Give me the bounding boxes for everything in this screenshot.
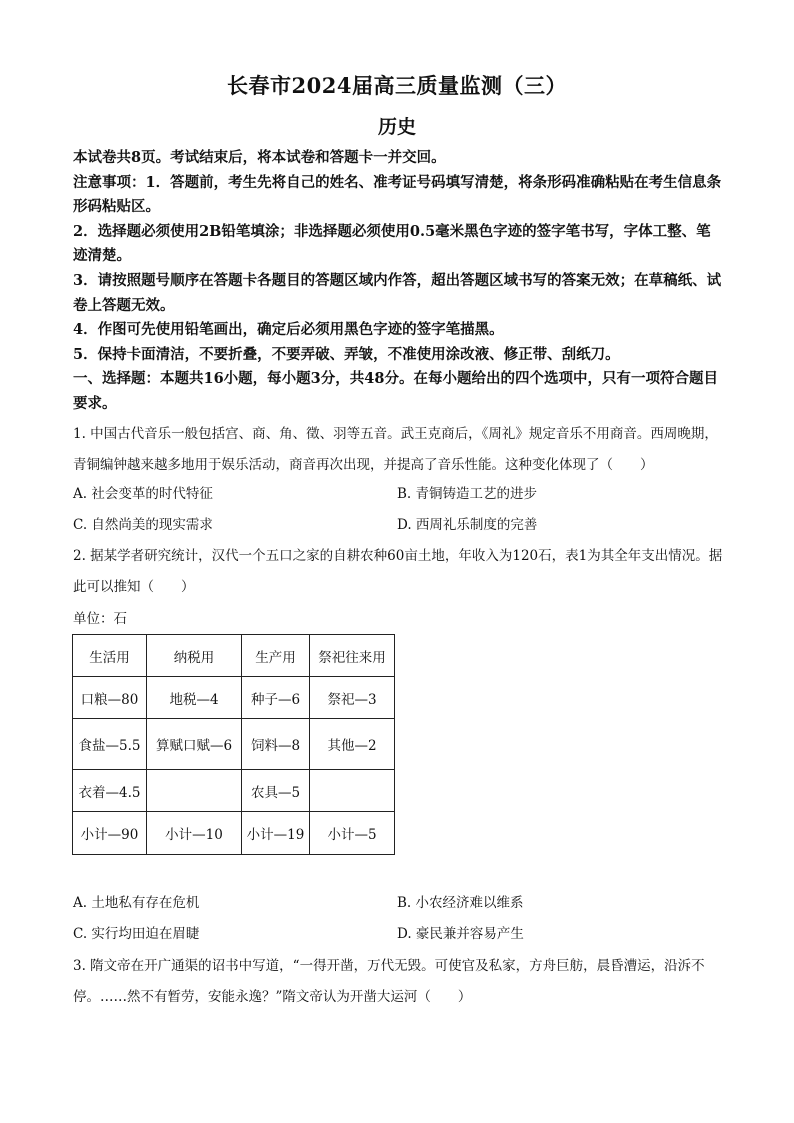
table-cell: 种子—6 <box>242 677 310 719</box>
option-row <box>73 479 723 510</box>
table-cell <box>310 770 395 812</box>
table-row <box>73 770 395 812</box>
section-heading: 一、选择题：本题共16小题，每小题3分，共48分。在每小题给出的四个选项中，只有一项符合题目要求。 <box>73 370 718 412</box>
option-b: B. 青铜铸造工艺的进步 <box>397 486 538 502</box>
subject-title: 历史 <box>377 116 416 138</box>
option-row <box>73 888 723 919</box>
instruction-line: 5．保持卡面清洁，不要折叠，不要弄破、弄皱，不准使用涂改液、修正带、刮纸刀。 <box>73 345 620 363</box>
table-row <box>73 677 395 719</box>
question-2 <box>73 541 723 603</box>
table-cell: 口粮—80 <box>73 677 147 719</box>
option-a: A. 土地私有存在危机 <box>73 895 200 911</box>
question-1-options <box>73 479 723 541</box>
table-header-cell: 生产用 <box>242 635 310 677</box>
table-cell: 小计—5 <box>310 812 395 855</box>
expense-table <box>72 634 395 855</box>
option-c: C. 自然尚美的现实需求 <box>73 517 213 533</box>
option-d: D. 西周礼乐制度的完善 <box>397 517 538 533</box>
question-3 <box>73 951 723 1013</box>
table-cell: 衣着—4.5 <box>73 770 147 812</box>
table-cell <box>147 770 242 812</box>
table-cell: 小计—19 <box>242 812 310 855</box>
table-unit-label: 单位：石 <box>73 611 127 627</box>
table-cell: 算赋口赋—6 <box>147 719 242 770</box>
option-d: D. 豪民兼并容易产生 <box>397 926 524 942</box>
instruction-line: 本试卷共8页。考试结束后，将本试卷和答题卡一并交回。 <box>73 149 446 166</box>
table-cell: 小计—10 <box>147 812 242 855</box>
table-cell: 祭祀—3 <box>310 677 395 719</box>
table-cell: 食盐—5.5 <box>73 719 147 770</box>
table-cell: 饲料—8 <box>242 719 310 770</box>
table-cell: 农具—5 <box>242 770 310 812</box>
table-row <box>73 719 395 770</box>
question-stem: 2. 据某学者研究统计，汉代一个五口之家的自耕农种60亩土地，年收入为120石，表1为其全年支出情况。据此可以推知（ ） <box>73 548 723 595</box>
instructions-block <box>73 146 723 417</box>
table-header-cell: 生活用 <box>73 635 147 677</box>
instruction-line: 3．请按照题号顺序在答题卡各题目的答题区域内作答，超出答题区域书写的答案无效；在草稿纸、试卷上答题无效。 <box>73 271 722 314</box>
table-header-cell: 纳税用 <box>147 635 242 677</box>
question-stem: 1. 中国古代音乐一般包括宫、商、角、徵、羽等五音。武王克商后，《周礼》规定音乐不用商音。西周晚期，青铜编钟越来越多地用于娱乐活动，商音再次出现，并提高了音乐性能。这种变化体现了（ ） <box>73 426 718 473</box>
option-a: A. 社会变革的时代特征 <box>73 486 213 502</box>
question-stem: 3. 隋文帝在开广通渠的诏书中写道，“一得开凿，万代无毁。可使官及私家，方舟巨舫，晨昏漕运，沿泝不停。……然不有暂劳，安能永逸？”隋文帝认为开凿大运河（ ） <box>73 958 705 1005</box>
option-row <box>73 510 723 541</box>
option-row <box>73 919 723 950</box>
instruction-line: 4．作图可先使用铅笔画出，确定后必须用黑色字迹的签字笔描黑。 <box>73 321 504 339</box>
instruction-line: 注意事项：1．答题前，考生先将自己的姓名、准考证号码填写清楚，将条形码准确粘贴在考生信息条形码粘贴区。 <box>73 173 722 216</box>
exam-title: 长春市2024届高三质量监测（三） <box>227 73 567 98</box>
question-2-options <box>73 888 723 950</box>
table-row <box>73 812 395 855</box>
table-cell: 小计—90 <box>73 812 147 855</box>
table-cell: 其他—2 <box>310 719 395 770</box>
option-b: B. 小农经济难以维系 <box>397 895 524 911</box>
instruction-line: 2．选择题必须使用2B铅笔填涂；非选择题必须使用0.5毫米黑色字迹的签字笔书写，字体工整、笔迹清楚。 <box>73 222 711 265</box>
option-c: C. 实行均田迫在眉睫 <box>73 926 200 942</box>
table-header-row <box>73 635 395 677</box>
table-header-cell: 祭祀往来用 <box>310 635 395 677</box>
question-1 <box>73 419 723 481</box>
table-cell: 地税—4 <box>147 677 242 719</box>
